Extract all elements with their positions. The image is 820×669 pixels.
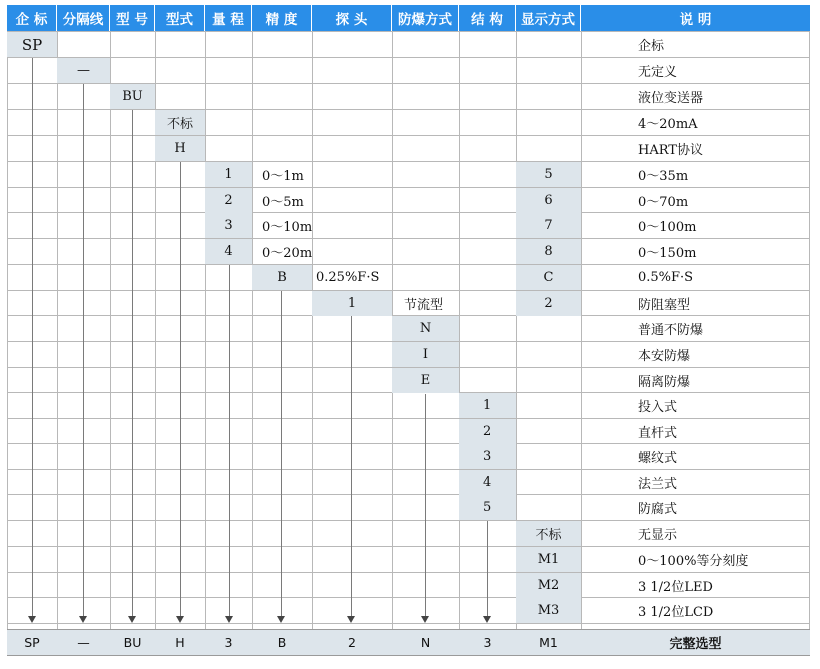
description-item: 无定义 [638,65,678,80]
grid-column-line [7,31,8,629]
code-display-accuracy-c: C [516,265,581,290]
example-value: H [175,635,185,650]
grid-row-line [7,31,810,32]
description-item: 3 1/2位LED [638,580,713,595]
grid-column-line [581,31,582,629]
selection-arrow-line [83,84,84,616]
header-standard: 企 标 [7,5,57,31]
arrow-head-icon [347,616,355,623]
grid-row-line [7,623,810,624]
code-explosion-i: I [392,342,459,367]
range-value-2: 0～5m [262,195,304,210]
description-item: HART协议 [638,143,703,158]
code-explosion-n: N [392,316,459,341]
description-item: 防腐式 [638,502,678,517]
grid-column-line [57,31,58,629]
code-display-m1: M1 [516,547,581,572]
grid-column-line [809,31,810,629]
description-item: 普通不防爆 [638,323,704,338]
example-value: 3 [224,635,233,650]
description-item: 隔离防爆 [638,375,691,390]
grid-row-line [7,494,810,495]
example-value: N [420,635,431,650]
description-item: 投入式 [638,400,678,415]
accuracy-value: 0.25%F·S [316,270,380,285]
arrow-head-icon [176,616,184,623]
code-structure-2: 2 [459,419,516,444]
probe-value: 节流型 [404,298,444,313]
grid-row-line [7,469,810,470]
selection-arrow-line [425,394,426,616]
code-range-1: 1 [205,162,252,187]
description-item: 0～100%等分刻度 [638,554,749,569]
header-separator: 分隔线 [57,5,110,31]
header-model: 型 号 [110,5,155,31]
selection-arrow-line [132,110,133,616]
code-model: BU [110,84,155,109]
header-explosion: 防爆方式 [392,5,459,31]
selection-arrow-line [281,291,282,616]
header-range: 量 程 [205,5,252,31]
arrow-head-icon [128,616,136,623]
code-structure-5: 5 [459,495,516,520]
description-item: 0.5%F·S [638,270,694,285]
code-structure-3: 3 [459,444,516,469]
grid-column-line [459,31,460,629]
grid-row-line [7,520,810,521]
example-value: B [277,635,287,650]
arrow-head-icon [225,616,233,623]
code-range-2: 2 [205,188,252,213]
grid-row-line [7,187,810,188]
selection-arrow-line [180,162,181,616]
example-value: 3 [483,635,492,650]
arrow-head-icon [421,616,429,623]
example-label: 完整选型 [669,637,722,652]
code-display-range-7: 7 [516,213,581,238]
code-display-range-5: 5 [516,162,581,187]
header-structure: 结 构 [459,5,516,31]
description-item: 液位变送器 [638,91,704,106]
description-item: 0～100m [638,220,697,235]
arrow-head-icon [483,616,491,623]
code-display-range-8: 8 [516,239,581,264]
grid-column-line [110,31,111,629]
code-structure-1: 1 [459,393,516,418]
code-display-m2: M2 [516,573,581,598]
selection-arrow-line [351,316,352,616]
grid-row-line [7,443,810,444]
code-display-probe-2: 2 [516,291,581,316]
example-value: M1 [539,635,558,650]
example-value: SP [24,635,40,650]
description-item: 直杆式 [638,426,678,441]
description-item: 无显示 [638,528,678,543]
code-standard: SP [7,32,57,57]
header-description: 说 明 [581,5,810,31]
arrow-head-icon [28,616,36,623]
grid-row-line [7,418,810,419]
description-item: 企标 [638,39,665,54]
arrow-head-icon [79,616,87,623]
header-probe: 探 头 [312,5,392,31]
range-value-3: 0～10m [262,220,313,235]
description-item: 螺纹式 [638,451,678,466]
code-separator: — [57,58,110,83]
description-item: 3 1/2位LCD [638,605,714,620]
description-item: 本安防爆 [638,349,691,364]
code-structure-4: 4 [459,470,516,495]
range-value-4: 0～20m [262,246,313,261]
code-explosion-e: E [392,368,459,393]
selection-arrow-line [32,58,33,616]
range-value-1: 0～1m [262,169,304,184]
grid-row-line [7,161,810,162]
description-item: 0～35m [638,169,689,184]
code-form-h: H [155,136,205,161]
description-item: 4～20mA [638,117,698,132]
code-accuracy: B [252,265,312,290]
description-item: 法兰式 [638,477,678,492]
description-item: 0～70m [638,195,689,210]
example-value: 2 [348,635,356,650]
grid-column-line [312,31,313,629]
grid-column-line [205,31,206,629]
code-display-none: 不标 [516,521,581,546]
code-display-range-6: 6 [516,188,581,213]
description-item: 0～150m [638,246,697,261]
code-range-4: 4 [205,239,252,264]
example-value: BU [123,635,142,650]
code-probe: 1 [312,291,392,316]
code-display-m3: M3 [516,598,581,623]
header-accuracy: 精 度 [252,5,312,31]
header-form: 型式 [155,5,205,31]
code-range-3: 3 [205,213,252,238]
header-display: 显示方式 [516,5,581,31]
grid-column-line [252,31,253,629]
arrow-head-icon [277,616,285,623]
description-item: 防阻塞型 [638,298,691,313]
code-form-nonstd: 不标 [155,110,205,135]
grid-row-line [7,57,810,58]
selection-arrow-line [229,265,230,616]
selection-arrow-line [487,521,488,616]
example-value: — [77,635,90,650]
